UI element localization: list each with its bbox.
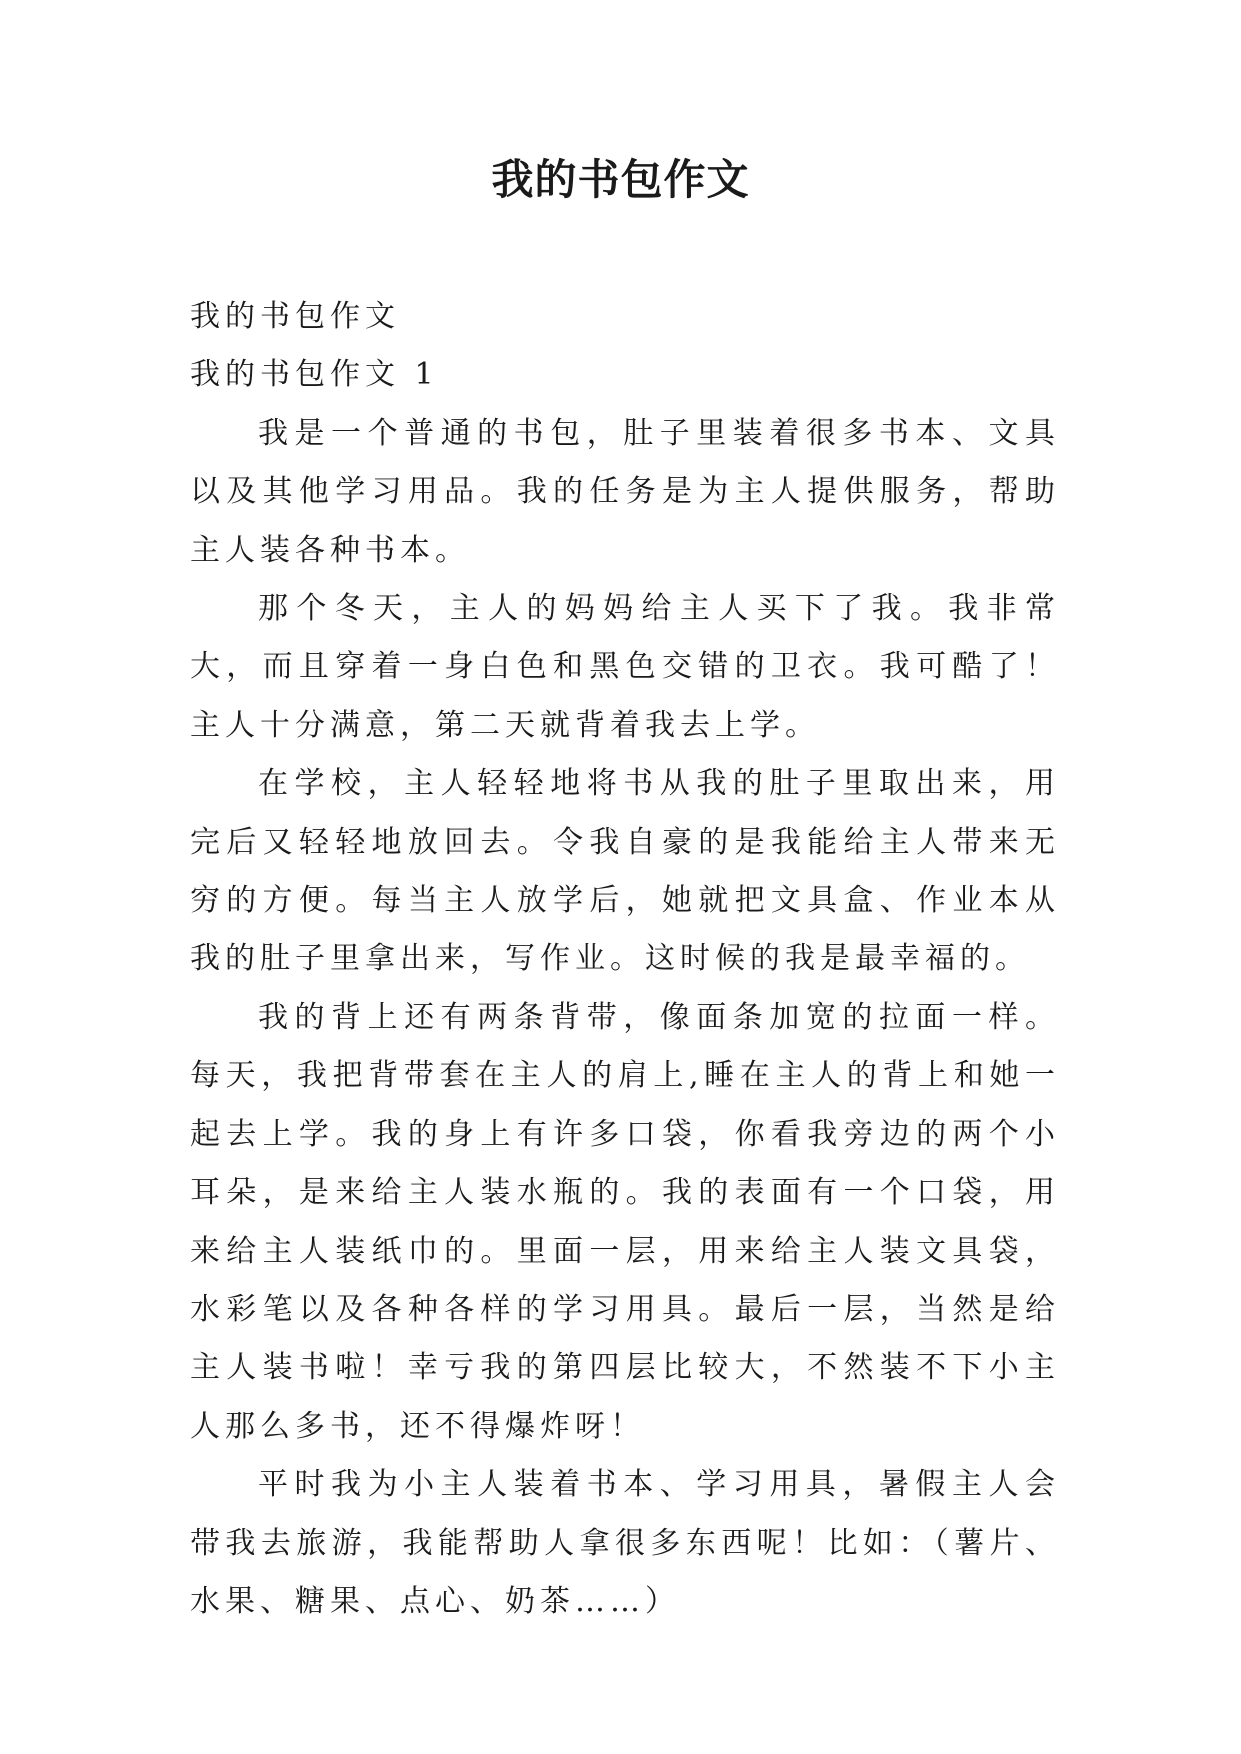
paragraph-5: 平时我为小主人装着书本、学习用具，暑假主人会带我去旅游，我能帮助人拿很多东西呢！比如：（薯片、水果、糖果、点心、奶茶……） (190, 1467, 1060, 1619)
document-title: 我的书包作文 (491, 155, 750, 204)
body-heading: 我的书包作文 (190, 299, 400, 334)
paragraph-1: 我是一个普通的书包，肚子里装着很多书本、文具以及其他学习用品。我的任务是为主人提供服务，帮助主人装各种书本。 (190, 415, 1060, 568)
paragraph-4: 我的背上还有两条背带，像面条加宽的拉面一样。每天，我把背带套在主人的肩上,睡在主人的背上和她一起去上学。我的身上有许多口袋，你看我旁边的两个小耳朵，是来给主人装水瓶的。我的表面有一个口袋，用来给主人装纸巾的。里面一层，用来给主人装文具袋，水彩笔以及各种各样的学习用具。最后一层，当然是给主人装书啦！幸亏我的第四层比较大，不然装不下小主人那么多书，还不得爆炸呀！ (190, 999, 1060, 1444)
paragraph-2: 那个冬天，主人的妈妈给主人买下了我。我非常大，而且穿着一身白色和黑色交错的卫衣。我可酷了！主人十分满意，第二天就背着我去上学。 (190, 591, 1060, 743)
body-subheading: 我的书包作文 1 (190, 357, 439, 393)
paragraph-3: 在学校，主人轻轻地将书从我的肚子里取出来，用完后又轻轻地放回去。令我自豪的是我能给主人带来无穷的方便。每当主人放学后，她就把文具盒、作业本从我的肚子里拿出来，写作业。这时候的我是最幸福的。 (190, 766, 1060, 977)
document-body (190, 288, 1060, 1631)
